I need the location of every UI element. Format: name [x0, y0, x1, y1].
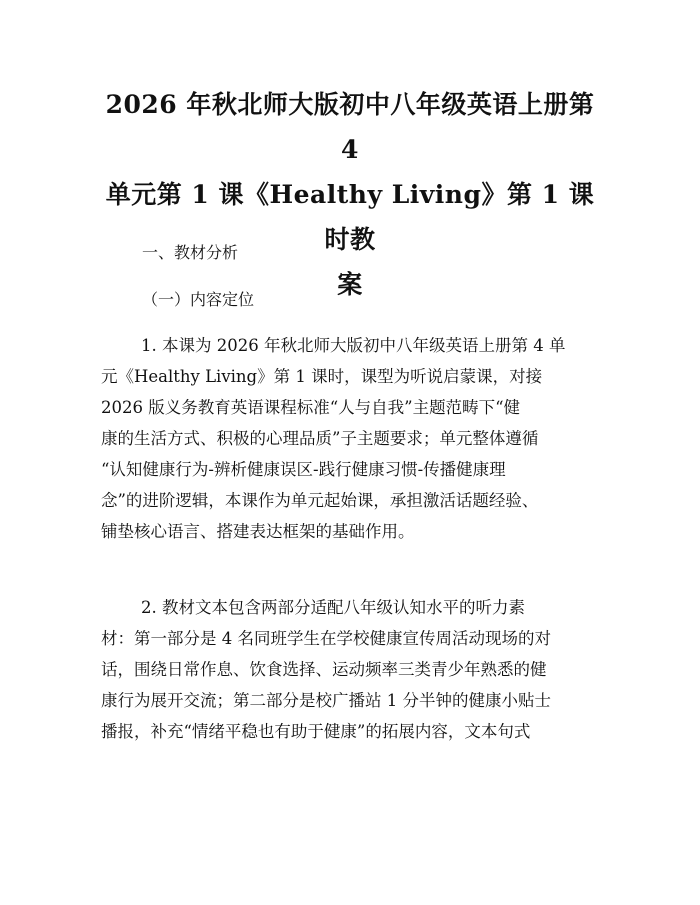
title-line-3: 案 [337, 270, 363, 299]
paragraph-line: 1. 本课为 2026 年秋北师大版初中八年级英语上册第 4 单 [141, 336, 566, 355]
paragraph-line: 康行为展开交流；第二部分是校广播站 1 分半钟的健康小贴士 [101, 691, 551, 710]
paragraph-line: 2. 教材文本包含两部分适配八年级认知水平的听力素 [141, 598, 525, 617]
paragraph-line: 2026 版义务教育英语课程标准“人与自我”主题范畴下“健 [101, 398, 521, 417]
title-line-2: 单元第 1 课《Healthy Living》第 1 课时教 [105, 180, 595, 254]
paragraph-line: 播报，补充“情绪平稳也有助于健康”的拓展内容，文本句式 [101, 722, 531, 741]
paragraph-line: 康的生活方式、积极的心理品质”子主题要求；单元整体遵循 [101, 429, 539, 448]
paragraph-line: 元《Healthy Living》第 1 课时，课型为听说启蒙课，对接 [101, 367, 543, 386]
document-title [100, 82, 600, 307]
section-heading: 一、教材分析 [142, 243, 239, 262]
paragraph-line: 铺垫核心语言、搭建表达框架的基础作用。 [101, 522, 415, 541]
paragraph-textbook-materials [101, 592, 601, 747]
paragraph-content-positioning [101, 330, 601, 547]
paragraph-line: 念”的进阶逻辑，本课作为单元起始课，承担激活话题经验、 [101, 491, 539, 510]
subsection-heading: （一）内容定位 [142, 290, 255, 309]
paragraph-line: 材：第一部分是 4 名同班学生在学校健康宣传周活动现场的对 [101, 629, 551, 648]
paragraph-line: 话，围绕日常作息、饮食选择、运动频率三类青少年熟悉的健 [101, 660, 547, 679]
title-line-1: 2026 年秋北师大版初中八年级英语上册第 4 [105, 90, 595, 164]
paragraph-line: “认知健康行为-辨析健康误区-践行健康习惯-传播健康理 [101, 460, 506, 479]
